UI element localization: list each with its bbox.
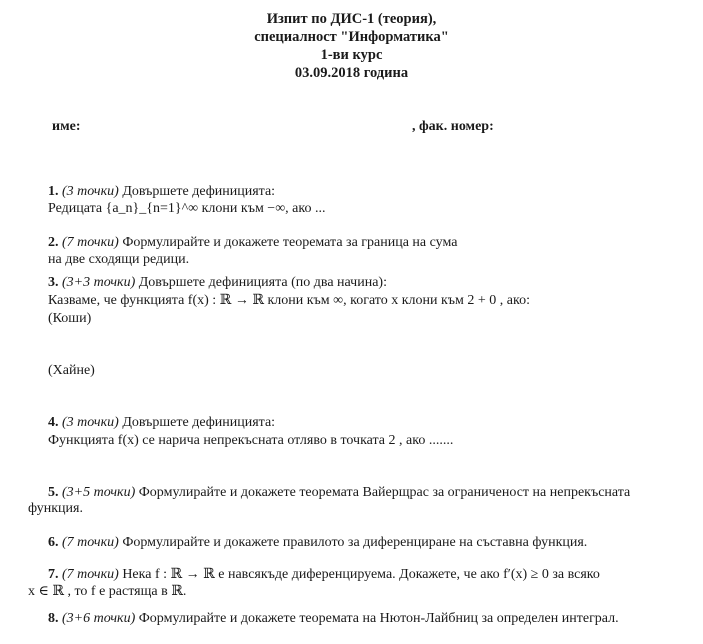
question-2-body: на две сходящи редици. (48, 252, 190, 267)
question-text: Формулирайте и докажете правилото за диференциране на съставна функция. (122, 535, 588, 550)
exam-title: Изпит по ДИС-1 (теория), (266, 11, 437, 27)
question-4-body: Функцията f(x) се нарича непрекъсната отляво в точката 2 , ако ....... (48, 433, 454, 448)
question-points: (3+6 точки) (62, 611, 136, 626)
name-label: име: (52, 119, 81, 134)
question-points: (7 точки) (62, 567, 119, 582)
question-points: (7 точки) (62, 535, 119, 550)
question-text: Формулирайте и докажете теоремата за граница на сума (122, 235, 458, 250)
question-7-heading (48, 566, 600, 583)
question-5-body: функция. (28, 501, 83, 516)
question-text: Довършете дефиницията: (122, 415, 276, 430)
question-text: Формулирайте и докажете теоремата Вайерщрас за ограниченост на непрекъсната (138, 485, 631, 500)
question-points: (3+5 точки) (62, 485, 136, 500)
question-points: (3 точки) (62, 415, 119, 430)
question-4-heading (48, 414, 275, 431)
question-3-heine-label: (Хайне) (48, 363, 95, 378)
exam-course: 1-ви курс (320, 47, 383, 63)
question-3-cauchy-label: (Коши) (48, 311, 92, 326)
faculty-number-label: , фак. номер: (412, 119, 494, 134)
question-number: 7. (48, 567, 59, 582)
question-number: 3. (48, 275, 59, 290)
question-1-body: Редицата {a_n}_{n=1}^∞ клони към −∞, ако ... (48, 201, 326, 216)
question-number: 5. (48, 485, 59, 500)
question-number: 2. (48, 235, 59, 250)
question-7-body: x ∈ ℝ , то f е растяща в ℝ. (28, 584, 187, 599)
question-6-heading (48, 534, 587, 551)
question-number: 4. (48, 415, 59, 430)
question-points: (7 точки) (62, 235, 119, 250)
question-3-heading (48, 274, 387, 291)
question-points: (3+3 точки) (62, 275, 136, 290)
question-text: Довършете дефиницията: (122, 184, 276, 199)
question-text: Довършете дефиницията (по два начина): (138, 275, 387, 290)
exam-date: 03.09.2018 година (294, 65, 409, 81)
question-5-heading (48, 484, 630, 501)
question-text: Формулирайте и докажете теоремата на Нютон-Лайбниц за определен интеграл. (138, 611, 619, 626)
question-number: 1. (48, 184, 59, 199)
question-8-heading (48, 610, 619, 627)
question-number: 8. (48, 611, 59, 626)
question-number: 6. (48, 535, 59, 550)
question-2-heading (48, 234, 457, 251)
question-text: Нека f : ℝ → ℝ е навсякъде диференцируема. Докажете, че ако f′(x) ≥ 0 за всяко (122, 567, 600, 582)
question-points: (3 точки) (62, 184, 119, 199)
question-3-body: Казваме, че функцията f(x) : ℝ → ℝ клони към ∞, когато x клони към 2 + 0 , ако: (48, 293, 530, 308)
question-1-heading (48, 183, 275, 200)
exam-specialty: специалност "Информатика" (254, 29, 449, 45)
